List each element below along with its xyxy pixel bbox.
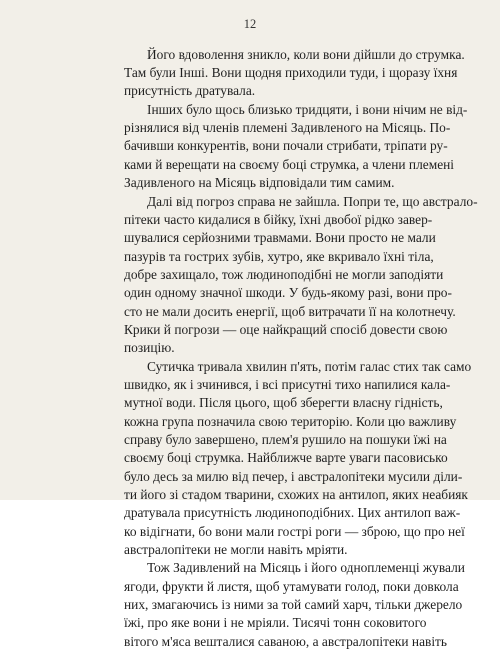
text-line: один одному значної шкоди. У будь-якому разі, вони про- (124, 285, 452, 300)
text-line: них, змагаючись із ними за той самий харч, тільки джерело (124, 597, 463, 612)
text-line: їжі, про яке вони і не мріяли. Тисячі тонн соковитого (124, 615, 427, 630)
text-line: добре захищало, тож людиноподібні не могли заподіяти (124, 267, 444, 282)
page-number: 12 (243, 17, 257, 31)
text-line: позицію. (124, 340, 175, 355)
text-line: кожна група позначила свою територію. Коли цю важливу (124, 414, 457, 429)
text-line: вітого м'яса вешталися саваною, а австралопітеки навіть (124, 634, 448, 649)
text-line: дратувала присутність людиноподібних. Цих антилоп важ- (124, 505, 461, 520)
text-line: справу було завершено, плем'я рушило на пошуки їжі на (124, 432, 447, 447)
text-line: сто не мали досить енергії, щоб витрачати її на колотнечу. (124, 304, 456, 319)
text-line: австралопітеки не могли навіть мріяти. (124, 542, 348, 557)
text-line: пазурів та гострих зубів, хутро, яке вкривало їхні тіла, (124, 249, 434, 264)
text-line: Далі від погроз справа не зайшла. Попри те, що австрало- (147, 194, 478, 209)
text-line: шувалися серйозними травмами. Вони просто не мали (124, 230, 436, 245)
text-line: бачивши конкурентів, вони почали стрибати, тріпати ру- (124, 138, 448, 153)
text-line: різнялися від членів племені Задивленого на Місяць. По- (124, 120, 451, 135)
text-line: Тож Задивлений на Місяць і його одноплеменці жували (147, 560, 465, 575)
text-line: Там були Інші. Вони щодня приходили туди, і щоразу їхня (124, 65, 458, 80)
text-line: ко відігнати, бо вони мали гострі роги — зброю, що про неї (124, 524, 465, 539)
text-line: швидко, як і зчинився, і всі присутні тихо напилися кала- (124, 377, 451, 392)
text-line: Інших було щось близько тридцяти, і вони нічим не від- (147, 102, 468, 117)
text-line: Крики й погрози — оце найкращий спосіб довести свою (124, 322, 448, 337)
text-line: ками й верещати на своєму боці струмка, а члени племені (124, 157, 455, 172)
text-line: Його вдоволення зникло, коли вони дійшли до струмка. (147, 47, 465, 62)
text-line: присутність дратувала. (124, 83, 256, 98)
text-line: пітеки часто кидалися в бійку, їхні двобої рідко завер- (124, 212, 433, 227)
text-line: своєму боці струмка. Найближче варте уваги пасовисько (124, 450, 448, 465)
text-line: ти його зі стадом тварини, схожих на антилоп, яких неабияк (124, 487, 468, 502)
text-line: було десь за милю від печер, і австралопітеки мусили діли- (124, 469, 463, 484)
text-line: Задивленого на Місяць відповідали тим самим. (124, 175, 395, 190)
text-line: Сутичка тривала хвилин п'ять, потім галас стих так само (147, 359, 472, 374)
text-line: ягоди, фрукти й листя, щоб утамувати голод, поки довкола (124, 579, 459, 594)
text-line: мутної води. Після цього, щоб зберегти власну гідність, (124, 395, 443, 410)
